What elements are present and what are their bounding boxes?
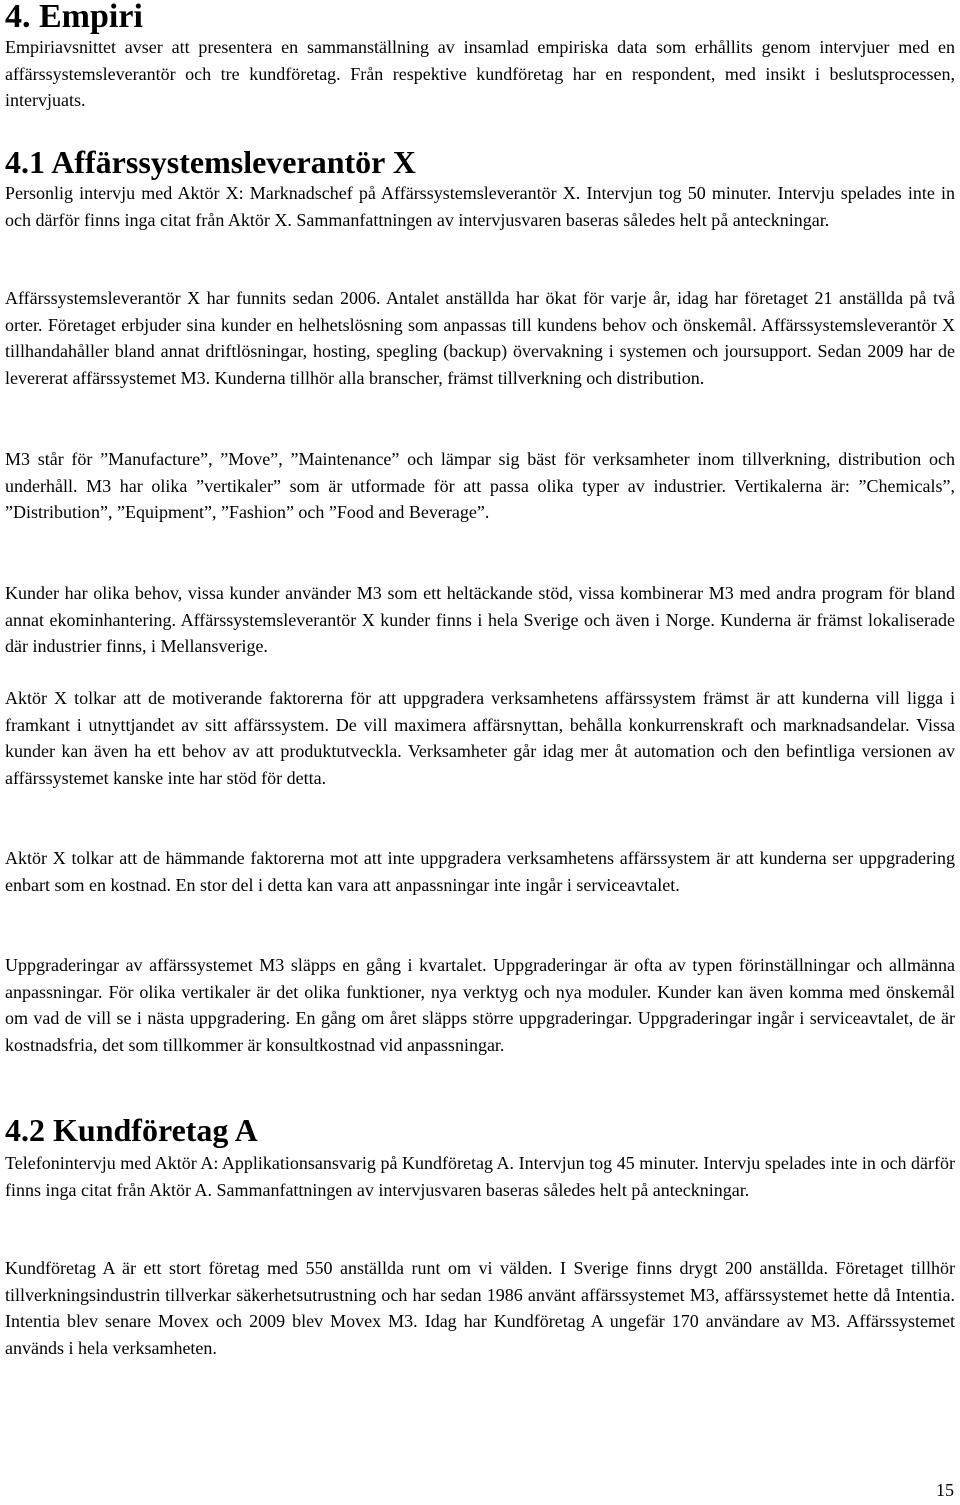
paragraph: Personlig intervju med Aktör X: Marknadschef på Affärssystemsleverantör X. Intervjun tog 50 minuter. Intervju spelades inte in och därför finns inga citat från Aktör X. Sammanfattningen av intervjusvaren baseras således helt på anteckningar. — [5, 183, 955, 230]
paragraph: Aktör X tolkar att de motiverande faktorerna för att uppgradera verksamhetens affärssystem främst är att kunderna vill ligga i framkant i utnyttjandet av sitt affärssystem. De vill maximera affärsnyttan, behålla konkurrenskraft och marknadsandelar. Vissa kunder kan även ha ett behov av att produktutveckla. Verksamheter går idag mer åt automation och den befintliga versionen av affärssystemet kanske inte har stöd för detta. — [5, 688, 955, 788]
paragraph: Telefonintervju med Aktör A: Applikationsansvarig på Kundföretag A. Intervjun tog 45 minuter. Intervju spelades inte in och därför finns inga citat från Aktör A. Sammanfattningen av intervjusvaren baseras således helt på anteckningar. — [5, 1153, 955, 1200]
section-heading: 4. Empiri — [5, 0, 143, 35]
paragraph: Kunder har olika behov, vissa kunder använder M3 som ett heltäckande stöd, vissa kombinerar M3 med andra program för bland annat ekominhantering. Affärssystemsleverantör X kunder finns i hela Sverige och även i Norge. Kunderna är främst lokaliserade där industrier finns, i Mellansverige. — [5, 583, 955, 657]
section-intro: Empiriavsnittet avser att presentera en sammanställning av insamlad empiriska data som erhållits genom intervjuer med en affärssystemsleverantör och tre kundföretag. Från respektive kundföretag har en respondent, med insikt i beslutsprocessen, intervjuats. — [5, 37, 955, 111]
page-number: 15 — [936, 1480, 954, 1500]
subsection-heading-a: 4.2 Kundföretag A — [5, 1112, 258, 1148]
subsection-heading-x: 4.1 Affärssystemsleverantör X — [5, 144, 416, 180]
paragraph: M3 står för ”Manufacture”, ”Move”, ”Maintenance” och lämpar sig bäst för verksamheter inom tillverkning, distribution och underhåll. M3 har olika ”vertikaler” som är utformade för att passa olika typer av industrier. Vertikalerna är: ”Chemicals”, ”Distribution”, ”Equipment”, ”Fashion” och ”Food and Beverage”. — [5, 449, 955, 523]
paragraph: Affärssystemsleverantör X har funnits sedan 2006. Antalet anställda har ökat för varje år, idag har företaget 21 anställda på två orter. Företaget erbjuder sina kunder en helhetslösning som anpassas till kundens behov och önskemål. Affärssystemsleverantör X tillhandahåller bland annat driftlösningar, hosting, spegling (backup) övervakning i systemen och joursupport. Sedan 2009 har de levererat affärssystemet M3. Kunderna tillhör alla branscher, främst tillverkning och distribution. — [5, 288, 955, 388]
paragraph: Uppgraderingar av affärssystemet M3 släpps en gång i kvartalet. Uppgraderingar är ofta av typen förinställningar och allmänna anpassningar. För olika vertikaler är det olika funktioner, nya verktyg och nya moduler. Kunder kan även komma med önskemål om vad de vill se i nästa uppgradering. En gång om året släpps större uppgraderingar. Uppgraderingar ingår i serviceavtalet, de är kostnadsfria, det som tillkommer är konsultkostnad vid anpassningar. — [5, 955, 955, 1055]
paragraph: Kundföretag A är ett stort företag med 550 anställda runt om vi välden. I Sverige finns drygt 200 anställda. Företaget tillhör tillverkningsindustrin tillverkar säkerhetsutrustning och har sedan 1986 använt affärssystemet M3, affärssystemet hette då Intentia. Intentia blev senare Movex och 2009 blev Movex M3. Idag har Kundföretag A ungefär 170 användare av M3. Affärssystemet används i hela verksamheten. — [5, 1258, 955, 1358]
paragraph: Aktör X tolkar att de hämmande faktorerna mot att inte uppgradera verksamhetens affärssystem är att kunderna ser uppgradering enbart som en kostnad. En stor del i detta kan vara att anpassningar inte ingår i serviceavtalet. — [5, 848, 955, 895]
